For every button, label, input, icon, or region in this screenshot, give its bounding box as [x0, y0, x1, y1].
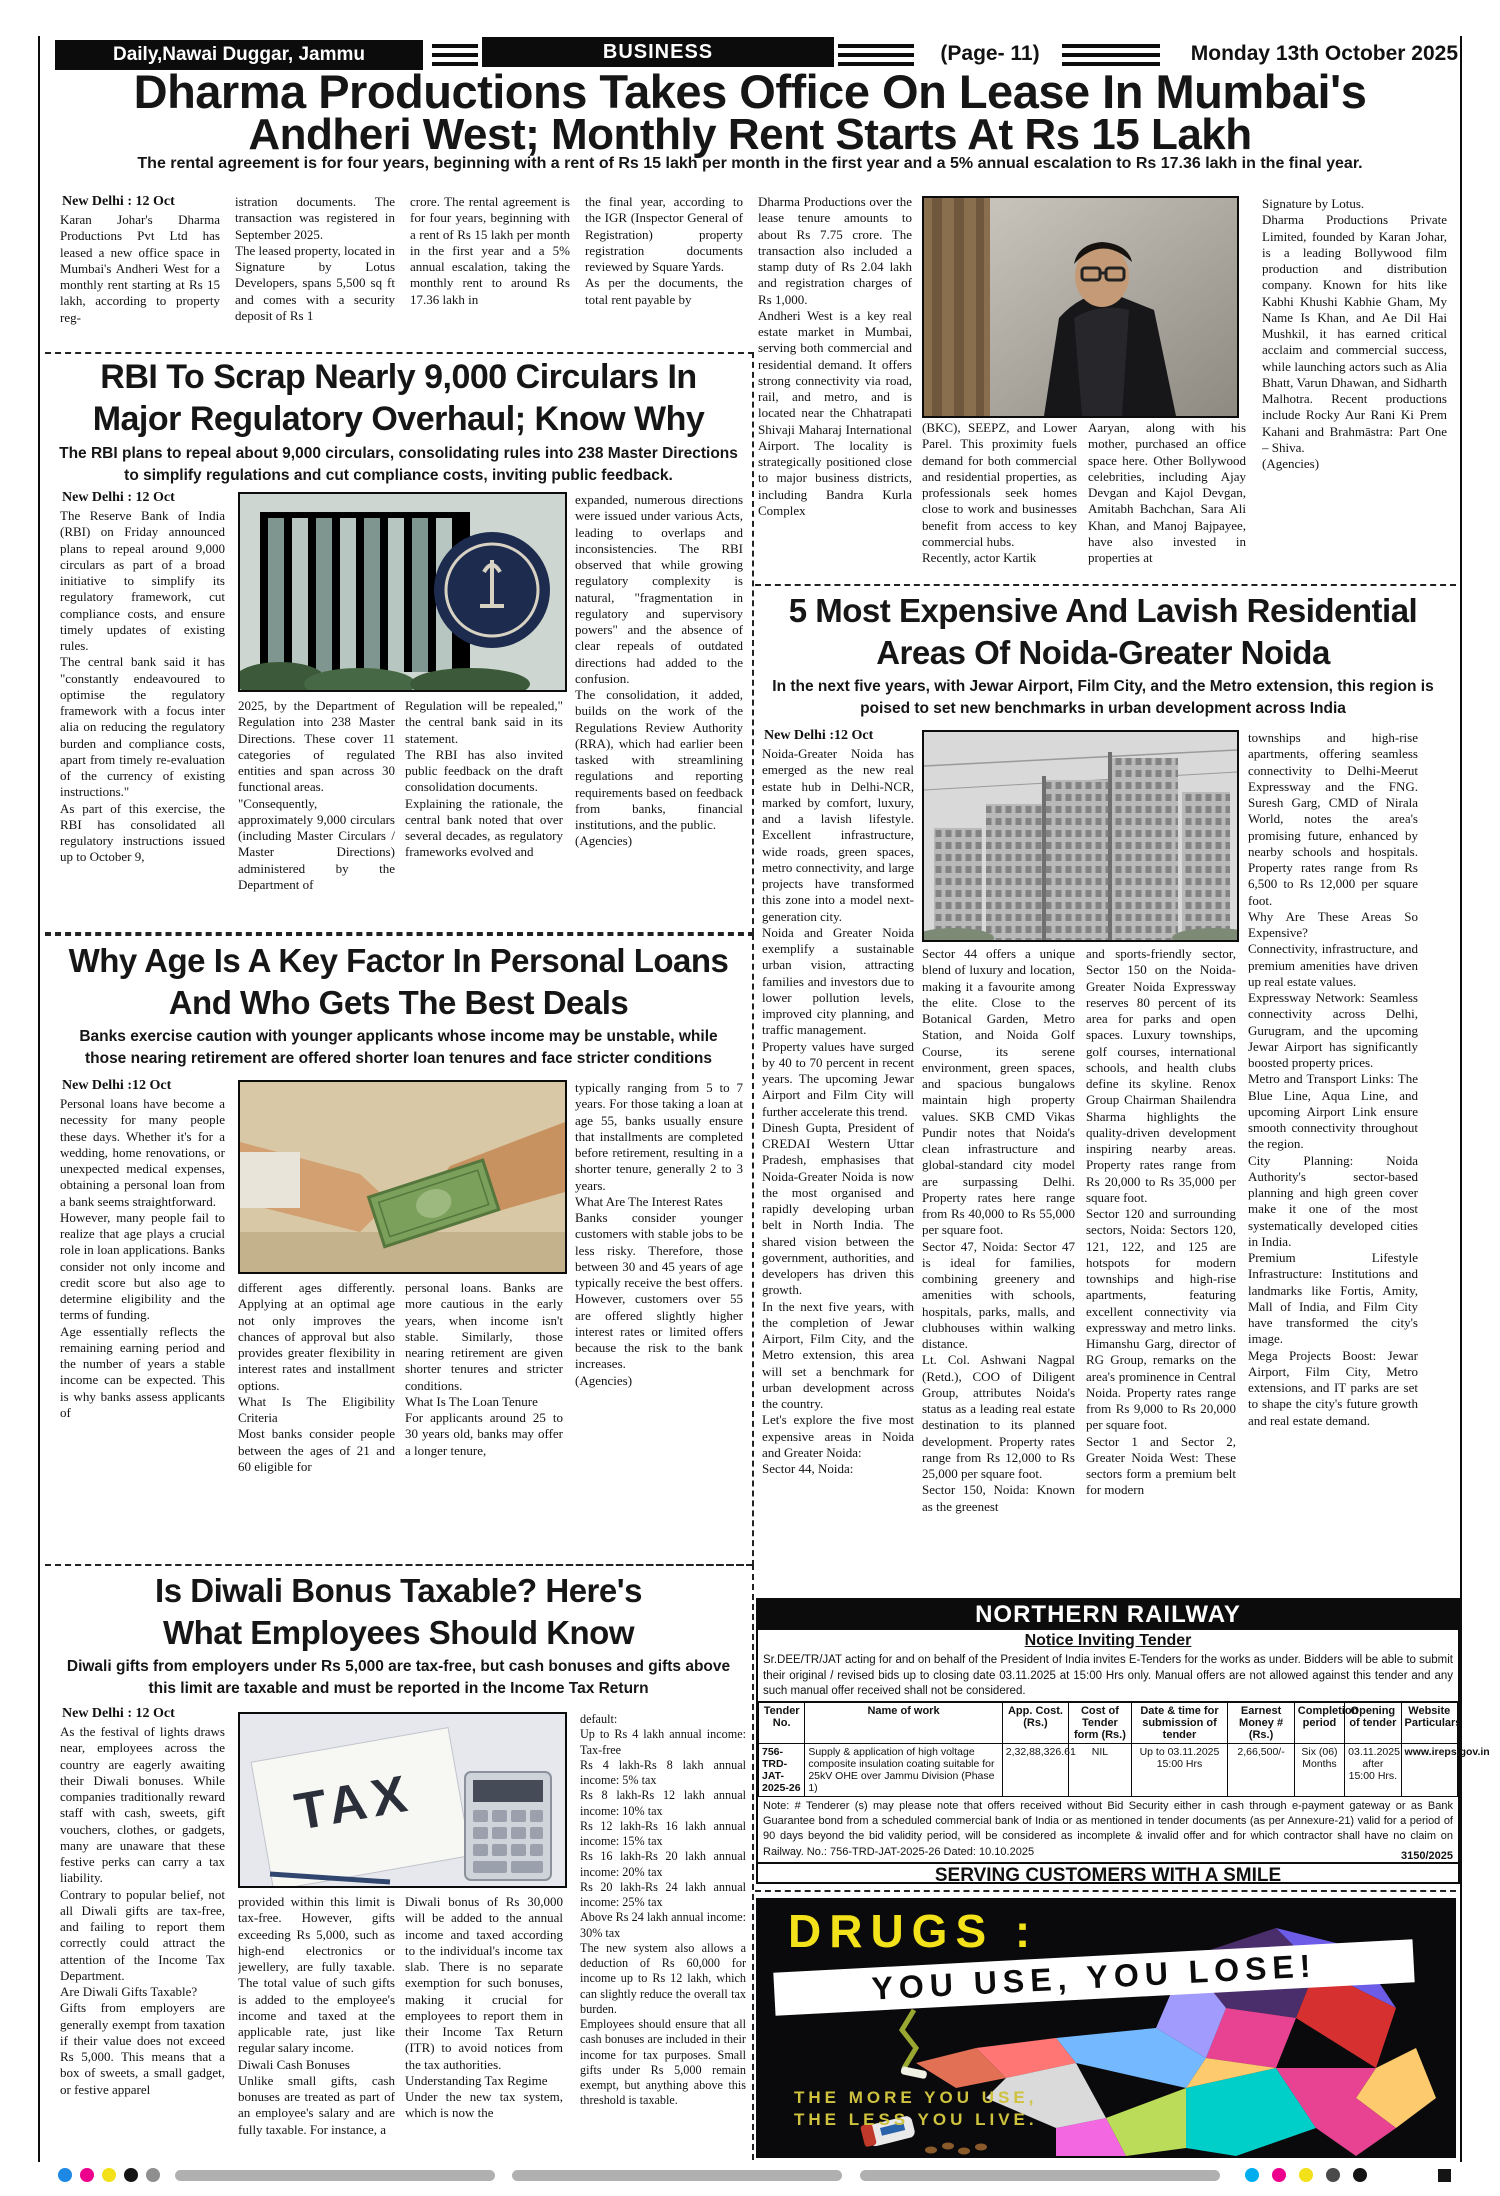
lead-col-2: istration documents. The transaction was registered in September 2025. The leased property, located in Signature by Lotus Developers, spans 5,500 sq ft and comes with a security deposit of Rs 1: [235, 194, 395, 323]
rbi-col-left: The Reserve Bank of India (RBI) on Friday announced plans to repeal around 9,000 circulars as part of a broad initiative to simplify its regulatory framework, cut compliance costs, and ensure timely updates of existing rules. The central bank said it has "constantly endeavoured to optimise the regulatory framework with a focus inter alia on reducing the regulatory burden and compliance costs, apart from timely re-evaluation of the currency of existing instructions." As part of this exercise, the RBI has consolidated all regulatory instructions issued up to October 9,: [60, 508, 225, 865]
tender-th-emd: Earnest Money # (Rs.): [1228, 1702, 1294, 1743]
diwali-deck-line1: Diwali gifts from employers under Rs 5,000 are tax-free, but cash bonuses and gifts above: [66, 1658, 731, 1675]
masthead-page-number: (Page- 11): [940, 42, 1040, 65]
tender-th-work: Name of work: [805, 1702, 1002, 1743]
rbi-col-right: expanded, numerous directions were issued under various Acts, leading to overlaps and inconsistencies. The RBI observed that while growing regulatory complexity is natural, "fragmentation in regulatory and supervisory powers" and the absence of clear repeals of outdated directions had added to the confusion. The consolidation, it added, builds on the work of the Regulations Review Authority (RRA), which had earlier been tasked with streamlining regulations and reporting requirements based on feedback from banks, financial institutions, and the public. (Agencies): [575, 492, 743, 849]
loans-dateline: New Delhi :12 Oct: [62, 1078, 172, 1093]
diwali-col-2: provided within this limit is tax-free. However, gifts exceeding Rs 5,000, such as high-end electronics or jewellery, are fully taxable. The total value of such gifts is added to the employee's income and taxed at the applicable rate, just like regular salary income. Diwali Cash Bonuses Unlike small gifts, cash bonuses are treated as part of an employee's salary and are fully taxable. For instance, a: [238, 1894, 395, 2137]
reg-dot-black-right: [1353, 2168, 1367, 2182]
reg-dot-magenta-right: [1272, 2168, 1286, 2182]
rbi-headline-line1: RBI To Scrap Nearly 9,000 Circulars In: [100, 358, 697, 396]
diwali-col-3: Diwali bonus of Rs 30,000 will be added to the annual income and taxed according to the individual's income tax slab. There is no separate exemption for such bonuses, making it crucial for employees to report them in their Income Tax Return (ITR) to avoid notices from the tax authorities. Understanding Tax Regime Under the new tax system, which is now the: [405, 1894, 563, 2121]
tax-image-word: TAX: [290, 1764, 418, 1842]
tender-th-website: Website Particulars: [1401, 1702, 1457, 1743]
lead-deck: The rental agreement is for four years, beginning with a rent of Rs 15 lakh per month in the first year and a 5% annual escalation to Rs 17.36 lakh in the final year.: [137, 155, 1363, 172]
rbi-deck-line1: The RBI plans to repeal about 9,000 circulars, consolidating rules into 238 Master Directions: [59, 445, 738, 462]
lead-col-8: Signature by Lotus. Dharma Productions Private Limited, founded by Karan Johar, is a leading Bollywood film production and distribution company. Known for hits like Kabhi Khushi Kabhie Gham, My Name Is Khan, and Ae Dil Hai Mushkil, it has earned critical acclaim and commercial success, while launching actors such as Alia Bhatt, Varun Dhawan, and Sidharth Malhotra. Recent productions include Rocky Aur Rani Ki Prem Kahani and Brahmāstra: Part One – Shiva. (Agencies): [1262, 196, 1447, 471]
money-exchange-photo: [238, 1080, 567, 1274]
lead-col-6: (BKC), SEEPZ, and Lower Parel. This proximity fuels demand for both commercial and residential properties, as professionals seek homes close to work and businesses benefit from access to key commercial hubs. Recently, actor Kartik: [922, 420, 1077, 565]
tender-header-row: [759, 1702, 1458, 1743]
diwali-headline-line1: Is Diwali Bonus Taxable? Here's: [155, 1572, 642, 1609]
loans-col-mid2: personal loans. Banks are more cautious in the early years, when income isn't stable. Similarly, those nearing retirement are given shorter tenures and stricter conditions. What Is The Loan Tenure For applicants around 25 to 30 years old, banks may offer a longer tenure,: [405, 1280, 563, 1458]
tender-th-date: Date & time for submission of tender: [1131, 1702, 1228, 1743]
noida-col-mid2: and sports-friendly sector, Sector 150 on the Noida-Greater Noida Expressway reserves 80 percent of its area for parks and open spaces. Luxury townships, golf courses, international schools, and health clubs define its skyline. Renox Group Chairman Shailendra Sharma highlights the quality-driven development inspiring nearby areas. Property rates range from Rs 20,000 to Rs 35,000 per square foot. Sector 120 and surrounding sectors, Noida: Sectors 120, 121, 122, and 125 are hotspots for modern townships and high-rise apartments, featuring excellent connectivity via expressway and metro links. Himanshu Garg, director of RG Group, remarks on the area's prominence in Central Noida. Property rates range from Rs 9,000 to Rs 20,000 per square foot. Sector 1 and Sector 2, Greater Noida West: These sectors form a premium belt for modern: [1086, 946, 1236, 1498]
railway-title-text: NORTHERN RAILWAY: [975, 1601, 1241, 1628]
reg-dot-black-left: [124, 2168, 138, 2182]
ad-banner-text: YOU USE, YOU LOSE!: [870, 1947, 1318, 2007]
rbi-headline-line2: Major Regulatory Overhaul; Know Why: [92, 400, 705, 438]
masthead-rule-mid: [838, 44, 914, 66]
tender-th-form: Cost of Tender form (Rs.): [1069, 1702, 1131, 1743]
lead-col-3: crore. The rental agreement is for four years, beginning with a rent of Rs 15 lakh per month in the first year and a 5% annual escalation, taking the monthly rent to around Rs 17.36 lakh in: [410, 194, 570, 307]
railway-footer-slogan: SERVING CUSTOMERS WITH A SMILE: [758, 1862, 1458, 1888]
masthead-title-text: Daily,Nawai Duggar, Jammu: [112, 44, 365, 65]
tender-th-period: Completion period: [1294, 1702, 1344, 1743]
railway-tender-table: [758, 1702, 1490, 1797]
lead-col-4: the final year, according to the IGR (Inspector General of Registration) property registration documents reviewed by Square Yards. As per the documents, the total rent payable by: [585, 194, 743, 307]
tender-data-row: [759, 1743, 1458, 1796]
diwali-col-1: As the festival of lights draws near, employees across the country are eagerly awaiting their Diwali bonuses. While companies traditionally reward staff with cash, sweets, gift vouchers, clothes, or gadgets, many are unaware that these festive perks can carry a tax liability. Contrary to popular belief, not all Diwali gifts are tax-free, and failing to report them correctly could attract the attention of the Income Tax Department. Are Diwali Gifts Taxable? Gifts from employers are generally exempt from taxation if their value does not exceed Rs 5,000. This means that a box of sweets, a small gadget, or festive apparel: [60, 1724, 225, 2097]
noida-headline-line2: Areas Of Noida-Greater Noida: [876, 634, 1330, 671]
rbi-dateline: New Delhi : 12 Oct: [62, 490, 175, 505]
rbi-col-mid1: 2025, by the Department of Regulation into 238 Master Directions. These cover 11 categories of regulated entities and span across 30 functional areas. "Consequently, approximately 9,000 circulars (including Master Circulars / Master Directions) administered by the Department of: [238, 698, 395, 892]
masthead-section-text: BUSINESS: [602, 40, 714, 63]
railway-intro: Sr.DEE/TR/JAT acting for and on behalf of the President of India invites E-Tenders for the works as under. Bidders will be able to submit their original / revised bids up to closing date 03.11.2025 at 15:00 Hrs only. Manual offers are not allowed against this tender and any such manual offer received shall not be considered.: [758, 1652, 1458, 1702]
reg-dot-darkgrey-right: [1326, 2168, 1340, 2182]
railway-ref-number: 3150/2025: [1401, 1850, 1453, 1863]
lead-dateline: New Delhi : 12 Oct: [62, 194, 175, 209]
railway-subtitle: Notice Inviting Tender: [1024, 1632, 1192, 1649]
masthead-rule-left: [432, 44, 478, 66]
rbi-building-photo: [238, 492, 567, 692]
tender-website: www.ireps.gov.in: [1401, 1743, 1457, 1796]
registration-marks: [0, 2168, 1500, 2188]
tender-emd: 2,66,500/-: [1228, 1743, 1294, 1796]
reg-dot-yellow-right: [1299, 2168, 1313, 2182]
tender-form-cost: NIL: [1069, 1743, 1131, 1796]
karan-johar-photo: [922, 196, 1239, 418]
ad-tagline-line1: THE MORE YOU USE,: [794, 2088, 1038, 2107]
lead-col-5: Dharma Productions over the lease tenure amounts to about Rs 7.75 crore. The transaction also included a stamp duty of Rs 2.04 lakh and registration charges of Rs 1,000. Andheri West is a key real estate market in Mumbai, serving both commercial and residential demand. It offers strong connectivity via road, rail, and metro, and is located near the Chhatrapati Shivaji Maharaj International Airport. The locality is strategically positioned close to major business districts, including Bandra Kurla Complex: [758, 194, 912, 518]
tender-submission: Up to 03.11.2025 15:00 Hrs: [1131, 1743, 1228, 1796]
tender-no: 756-TRD-JAT-2025-26: [759, 1743, 805, 1796]
tender-th-cost: App. Cost. (Rs.): [1002, 1702, 1068, 1743]
lead-headline-line2: Andheri West; Monthly Rent Starts At Rs 15 Lakh: [248, 110, 1252, 159]
reg-square-right: [1438, 2169, 1451, 2182]
reg-dot-blue: [58, 2168, 72, 2182]
lead-col-1: Karan Johar's Dharma Productions Pvt Ltd has leased a new office space in Mumbai's Andheri West for a monthly rent starting at Rs 15 lakh, according to property reg-: [60, 212, 220, 325]
noida-col-left: Noida-Greater Noida has emerged as the new real estate hub in Delhi-NCR, marked by comfort, luxury, and a lavish lifestyle. Excellent infrastructure, wide roads, green spaces, metro connectivity, and large projects have transformed this zone into a model next-generation city. Noida and Greater Noida exemplify a sustainable urban vision, attracting families and investors due to lower pollution levels, improved city planning, and traffic management. Property values have surged by 40 to 70 percent in recent years. The upcoming Jewar Airport and Film City will further accelerate this trend. Dinesh Gupta, President of CREDAI Western Uttar Pradesh, emphasises that Noida-Greater Noida is now the most organised and rapidly developing urban belt in North India. The shared vision between the government, authorities, and developers has driven this growth. In the next five years, with the completion of Jewar Airport, Film City, and the Metro extension, this area will set a benchmark for urban development across the country. Let's explore the five most expensive areas in Noida and Greater Noida: Sector 44, Noida:: [762, 746, 914, 1476]
reg-dot-yellow-left: [102, 2168, 116, 2182]
loans-col-right: typically ranging from 5 to 7 years. For those taking a loan at age 55, banks usually ensure that installments are completed before retirement, resulting in a shorter tenure, generally 2 to 3 years. What Are The Interest Rates Banks consider younger customers with stable jobs to be less risky. Therefore, those between 30 and 45 years of age typically receive the best offers. However, customers over 55 are offered slightly higher interest rates or limited offers because the risk to the bank increases. (Agencies): [575, 1080, 743, 1388]
noida-deck-line2: poised to set new benchmarks in urban development across India: [860, 700, 1346, 717]
loans-headline-line2: And Who Gets The Best Deals: [168, 984, 629, 1021]
loans-col-mid1: different ages differently. Applying at an optimal age not only improves the chances of approval but also provides greater flexibility in interest rates and installment options. What Is The Eligibility Criteria Most banks consider people between the ages of 21 and 60 eligible for: [238, 1280, 395, 1474]
left-edge-rule: [38, 36, 40, 2162]
lead-col-7: Aaryan, along with his mother, purchased an office space here. Other Bollywood celebrities, including Ajay Devgan and Kajol Devgan, Amitabh Bachchan, Sara Ali Khan, and Manoj Bajpayee, have also invested in properties at: [1088, 420, 1246, 565]
rbi-col-mid2: Regulation will be repealed," the central bank said in its statement. The RBI has also invited public feedback on the draft consolidation documents. Explaining the rationale, the central bank noted that over several decades, as regulatory frameworks evolved and: [405, 698, 563, 860]
tender-period: Six (06) Months: [1294, 1743, 1344, 1796]
tender-th-opening: Opening of tender: [1345, 1702, 1401, 1743]
loans-headline-line1: Why Age Is A Key Factor In Personal Loans: [68, 942, 729, 979]
drugs-ad: [756, 1898, 1456, 2158]
ad-headline-drugs: DRUGS :: [788, 1905, 1039, 1957]
masthead-date: Monday 13th October 2025: [1190, 42, 1458, 65]
noida-buildings-photo: [922, 730, 1239, 942]
railway-note: Note: # Tenderer (s) may please note that offers received without Bid Security either in cash through e-payment gateway or as Bank Guarantee bond from a scheduled commercial bank of India or as mentioned in tender documents (as per Annexure-21) valid for a period of 90 days beyond the bid validity period, will be considered as incomplete & invalid offer and for which contractor shall have no claim on Railway. No.: 756-TRD-JAT-2025-26 Dated: 10.10.2025: [763, 1799, 1453, 1858]
noida-top-rule: [755, 584, 1456, 586]
rbi-deck-line2: to simplify regulations and cut compliance costs, inviting public feedback.: [124, 467, 673, 484]
diwali-deck-line2: this limit are taxable and must be reported in the Income Tax Return: [148, 1680, 649, 1697]
tender-opening: 03.11.2025 after 15:00 Hrs.: [1345, 1743, 1401, 1796]
masthead-section-tag: [482, 37, 834, 67]
noida-deck-line1: In the next five years, with Jewar Airport, Film City, and the Metro extension, this region is: [772, 678, 1434, 695]
loans-col-left: Personal loans have become a necessity for many people these days. Whether it's for a wedding, home renovations, or unexpected medical expenses, obtaining a personal loan from a bank seems straightforward. However, many people fail to realize that age plays a crucial role in loan applications. Banks consider not only income and credit score but also age to determine eligibility and the terms of funding. Age essentially reflects the remaining earning period and the number of years a stable income can be expected. This is why banks assess applicants of: [60, 1096, 225, 1420]
tax-calculator-photo: [238, 1712, 567, 1888]
lead-headline-line1: Dharma Productions Takes Office On Lease In Mumbai's: [133, 65, 1367, 118]
railway-notice-box: [756, 1598, 1490, 1887]
masthead-rule-right: [1062, 44, 1160, 66]
reg-dot-cyan-right: [1245, 2168, 1259, 2182]
diwali-headline-line2: What Employees Should Know: [162, 1614, 635, 1651]
reg-bar-3: [860, 2170, 1220, 2181]
loans-deck-line1: Banks exercise caution with younger applicants whose income may be unstable, while: [79, 1028, 718, 1045]
noida-headline-line1: 5 Most Expensive And Lavish Residential: [788, 592, 1418, 629]
railway-title-bar: [758, 1600, 1458, 1630]
right-edge-rule: [1460, 36, 1462, 2162]
noida-dateline: New Delhi :12 Oct: [764, 728, 874, 743]
tender-th-no: Tender No.: [759, 1702, 805, 1743]
diwali-dateline: New Delhi : 12 Oct: [62, 1706, 175, 1721]
noida-col-right: townships and high-rise apartments, offering seamless connectivity to Delhi-Meerut Expressway and the FNG. Suresh Garg, CMD of Nirala World, notes the area's promising future, enhanced by nearby schools and hospitals. Property rates range from Rs 6,500 to Rs 12,000 per square foot. Why Are These Areas So Expensive? Connectivity, infrastructure, and premium amenities have driven up real estate values. Expressway Network: Seamless connectivity across Delhi, Gurugram, and the upcoming Jewar Airport has significantly boosted property prices. Metro and Transport Links: The Blue Line, Aqua Line, and upcoming Airport Link ensure smooth connectivity throughout the region. City Planning: Noida Authority's sector-based planning and high green cover make it one of the most systematically developed cities in India. Premium Lifestyle Infrastructure: Institutions and landmarks like Fortis, Amity, Mall of India, and Film City have transformed the city's image. Mega Projects Boost: Jewar Airport, Film City, Metro extensions, and IT parks are set to shape the city's future growth and real estate demand.: [1248, 730, 1418, 1428]
reg-bar-2: [512, 2170, 842, 2181]
loans-deck-line2: those nearing retirement are offered shorter loan tenures and face stricter conditions: [84, 1050, 713, 1067]
ad-top-rule: [755, 1890, 1456, 1892]
diwali-col-4: default: Up to Rs 4 lakh annual income: Tax-free Rs 4 lakh-Rs 8 lakh annual income: 5% tax Rs 8 lakh-Rs 12 lakh annual income: 10% tax Rs 12 lakh-Rs 16 lakh annual income: 15% tax Rs 16 lakh-Rs 20 lakh annual income: 20% tax Rs 20 lakh-Rs 24 lakh annual income: 25% tax Above Rs 24 lakh annual income: 30% tax The new system also allows a deduction of Rs 60,000 for income up to Rs 12 lakh, which can slightly reduce the overall tax burden. Employees should ensure that all cash bonuses are included in their income for tax purposes. Small gifts under Rs 5,000 remain exempt, but anything above this threshold is taxable.: [580, 1712, 746, 2108]
reg-bar-1: [175, 2170, 495, 2181]
tender-work: Supply & application of high voltage composite insulation coating suitable for 25kV OHE over Jammu Division (Phase 1): [805, 1743, 1002, 1796]
reg-dot-magenta-left: [80, 2168, 94, 2182]
tender-cost: 2,32,88,326.61: [1002, 1743, 1068, 1796]
reg-dot-grey-left: [146, 2168, 160, 2182]
ad-tagline-line2: THE LESS YOU LIVE.: [794, 2110, 1038, 2129]
noida-col-mid1: Sector 44 offers a unique blend of luxury and location, making it a favourite among the elite. Close to the Botanical Garden, Metro Station, and Noida Golf Course, its serene environment, green spaces, and spacious bungalows maintain high property values. SKB CMD Vikas Pundir notes that Noida's clean infrastructure and global-standard city model are surpassing Delhi. Property rates here range from Rs 40,000 to Rs 55,000 per square foot. Sector 47, Noida: Sector 47 is ideal for families, combining greenery and amenities with schools, hospitals, parks, malls, and clubhouses within walking distance. Lt. Col. Ashwani Nagpal (Retd.), COO of Diligent Group, attributes Noida's status as a leading real estate destination to its planned development. Property rates range from Rs 12,000 to Rs 25,000 per square foot. Sector 150, Noida: Known as the greenest: [922, 946, 1075, 1514]
